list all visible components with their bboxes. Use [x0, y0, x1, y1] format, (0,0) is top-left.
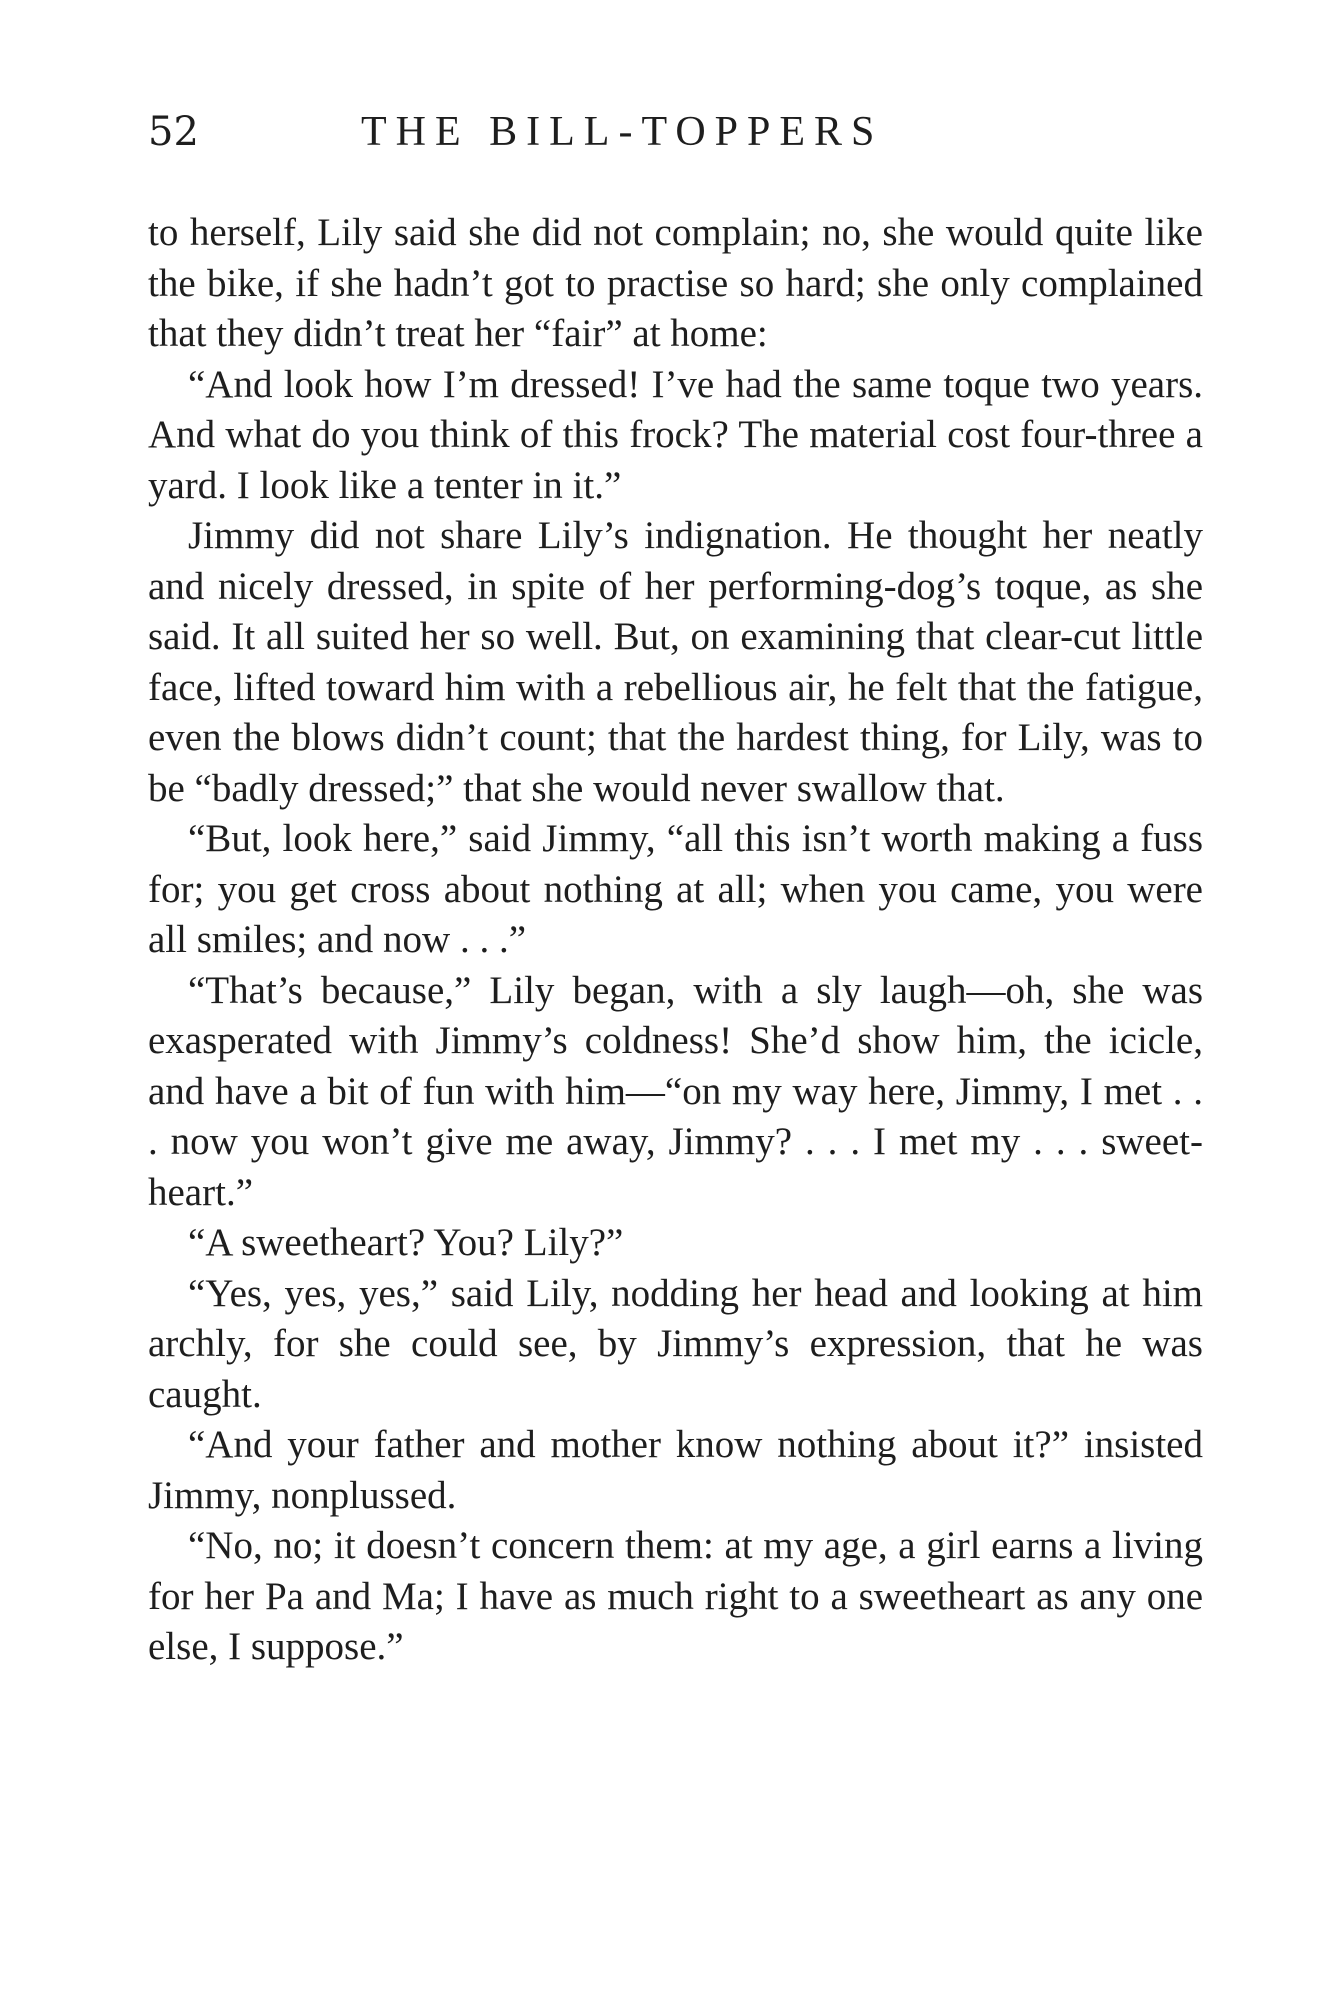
running-title: THE BILL-TOPPERS	[361, 109, 884, 155]
body-text	[148, 208, 1203, 1673]
paragraph-8: “And your father and mother know nothing about it?” insisted Jimmy, nonplussed.	[148, 1423, 1203, 1517]
paragraph-4: “But, look here,” said Jimmy, “all this isn’t worth making a fuss for; you get cross about nothing at all; when you came, you were all smiles; and now . . .”	[148, 817, 1203, 961]
paragraph-3: Jimmy did not share Lily’s indignation. He thought her neatly and nicely dressed, in spite of her performing-dog’s toque, as she said. It all suited her so well. But, on examining that clear-cut little face, lifted toward him with a rebellious air, he felt that the fatigue, even the blows didn’t count; that the hardest thing, for Lily, was to be “badly dressed;” that she would never swallow that.	[148, 514, 1203, 810]
paragraph-6: “A sweetheart? You? Lily?”	[188, 1221, 624, 1264]
paragraph-9: “No, no; it doesn’t concern them: at my age, a girl earns a living for her Pa and Ma; I have as much right to a sweetheart as any one else, I suppose.”	[148, 1524, 1203, 1668]
paragraph-5: “That’s because,” Lily began, with a sly laugh—oh, she was exasperated with Jimmy’s coldness! She’d show him, the icicle, and have a bit of fun with him—“on my way here, Jimmy, I met . . . now you won’t give me away, Jimmy? . . . I met my . . . sweet-heart.”	[148, 968, 1203, 1214]
paragraph-7: “Yes, yes, yes,” said Lily, nodding her head and looking at him archly, for she could see, by Jimmy’s expression, that he was caught.	[148, 1271, 1203, 1416]
paragraph-1: to herself, Lily said she did not complain; no, she would quite like the bike, if she hadn’t got to practise so hard; she only complained that they didn’t treat her “fair” at home:	[148, 211, 1203, 355]
paragraph-2: “And look how I’m dressed! I’ve had the same toque two years. And what do you think of this frock? The material cost four-three a yard. I look like a tenter in it.”	[148, 362, 1203, 507]
page-number: 52	[148, 109, 199, 155]
page-header	[148, 102, 1203, 162]
